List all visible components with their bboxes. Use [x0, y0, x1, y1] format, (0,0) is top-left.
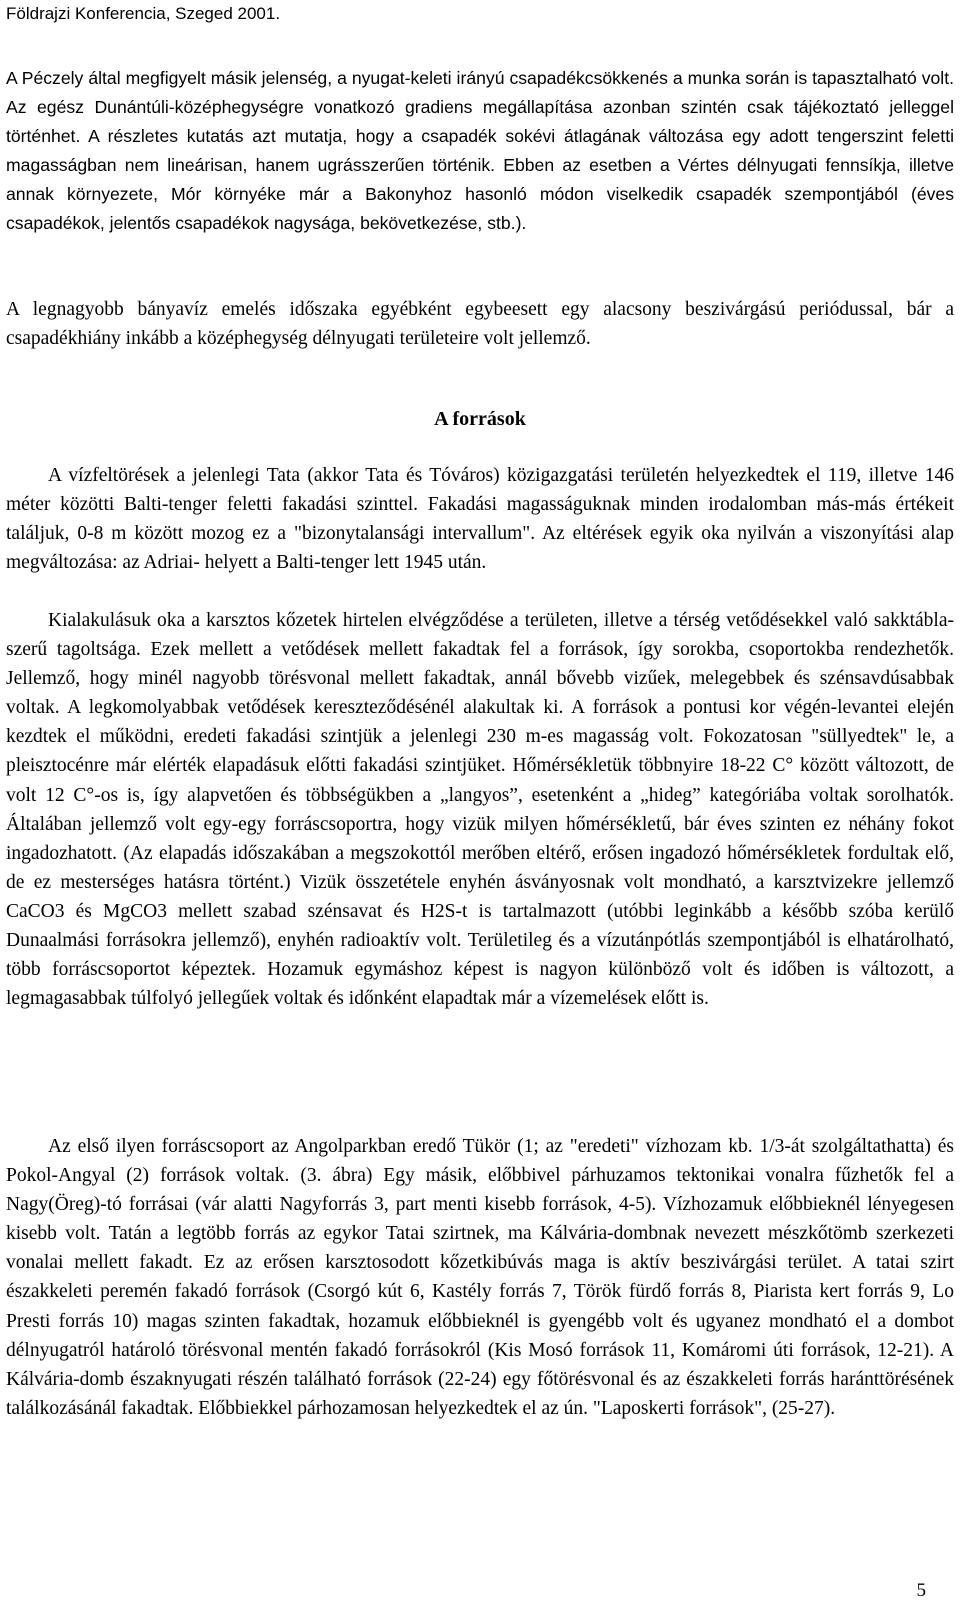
paragraph-springs-formation: Kialakulásuk oka a karsztos kőzetek hirtelen elvégződése a területen, illetve a térség vetődésekkel való sakktábla-szerű tagoltsága. Ezek mellett a vetődések mellett fakadtak fel a források, így sorokba, csoportokba rendezhetők. Jellemző, hogy minél nagyobb törésvonal mellett fakadtak, annál bővebb vizűek, melegebbek és szénsavdúsabbak voltak. A legkomolyabbak vetődések kereszteződésénél alakultak ki. A források a pontusi kor végén-levantei elején kezdtek el működni, eredeti fakadási szintjük a jelenlegi 230 m-es magasság volt. Fokozatosan "süllyedtek" le, a pleisztocénre már elérték elapadásuk előtti fakadási szintjüket. Hőmérsékletük többnyire 18-22 C° között változott, de volt 12 C°-os is, így alapvetően és többségükben a „langyos”, esetenként a „hideg” kategóriába voltak sorolhatók. Általában jellemző volt egy-egy forráscsoportra, hogy vizük milyen hőmérsékletű, bár éves szinten ez néhány fokot ingadozhatott. (Az elapadás időszakában a megszokottól merőben eltérő, erősen ingadozó hőmérsékletek fordultak elő, de ez mesterséges hatásra történt.) Vizük összetétele enyhén ásványosnak volt mondható, a karsztvizekre jellemző CaCO3 és MgCO3 mellett szabad szénsavat és H2S-t is tartalmazott (utóbbi leginkább a később szóba kerülő Dunaalmási forrásokra jellemző), enyhén radioaktív volt. Területileg és a vízutánpótlás szempontjából is elhatárolható, több forráscsoportot képeztek. Hozamuk egymáshoz képest is nagyon különböző volt és időben is változott, a legmagasabbak túlfolyó jellegűek voltak és időnként elapadtak már a vízemelések előtt is. [6, 610, 954, 1010]
section-title: A források [434, 408, 526, 430]
running-header: Földrajzi Konferencia, Szeged 2001. [6, 4, 281, 23]
paragraph-mine-water: A legnagyobb bányavíz emelés időszaka egyébként egybeesett egy alacsony beszivárgású periódussal, bár a csapadékhiány inkább a középhegység délnyugati területeire volt jellemző. [6, 299, 954, 350]
paragraph-spring-groups: Az első ilyen forráscsoport az Angolparkban eredő Tükör (1; az "eredeti" vízhozam kb. 1/3-át szolgáltathatta) és Pokol-Angyal (2) források voltak. (3. ábra) Egy másik, előbbivel párhuzamos tektonikai vonalra fűzhetők fel a Nagy(Öreg)-tó forrásai (vár alatti Nagyforrás 3, part menti kisebb források, 4-5). Vízhozamuk előbbieknél lényegesen kisebb volt. Tatán a legtöbb forrás az egykor Tatai szirtnek, ma Kálvária-dombnak nevezett mészkőtömb szerkezeti vonalai mellett fakadt. Ez az erősen karsztosodott kőzetkibúvás maga is aktív beszivárgási terület. A tatai szirt északkeleti peremén fakadó források (Csorgó kút 6, Kastély forrás 7, Török fürdő forrás 8, Piarista kert forrás 9, Lo Presti forrás 10) magas szinten fakadtak, hozamuk előbbieknél is gyengébb volt és ugyanez mondható el a dombot délnyugatról határoló törésvonal mentén fakadó forrásokról (Kis Mosó források 11, Komáromi úti források, 12-21). A Kálvária-domb északnyugati részén található források (22-24) egy főtörésvonal és az északkeleti forrás haránttörésének találkozásánál fakadtak. Előbbiekkel párhozamosan helyezkedtek el az ún. "Laposkerti források", (25-27). [6, 1136, 954, 1419]
page-number: 5 [916, 1580, 926, 1601]
paragraph-springs-location: A vízfeltörések a jelenlegi Tata (akkor Tata és Tóváros) közigazgatási területén helyezkedtek el 119, illetve 146 méter közötti Balti-tenger feletti fakadási szinttel. Fakadási magasságuknak minden irodalomban más-más értékeit találjuk, 0-8 m között mozog ez a "bizonytalansági intervallum". Az eltérések egyik oka nyilván a viszonyítási alap megváltozása: az Adriai- helyett a Balti-tenger lett 1945 után. [6, 465, 954, 574]
paragraph-precipitation: A Péczely által megfigyelt másik jelenség, a nyugat-keleti irányú csapadékcsökkenés a munka során is tapasztalható volt. Az egész Dunántúli-középhegységre vonatkozó gradiens megállapítása azonban szintén csak tájékoztató jelleggel történhet. A részletes kutatás azt mutatja, hogy a csapadék sokévi átlagának változása egy adott tengerszint feletti magasságban nem lineárisan, hanem ugrásszerűen történik. Ebben az esetben a Vértes délnyugati fennsíkja, illetve annak környezete, Mór környéke már a Bakonyhoz hasonló módon viselkedik csapadék szempontjából (éves csapadékok, jelentős csapadékok nagysága, bekövetkezése, stb.). [6, 68, 954, 234]
